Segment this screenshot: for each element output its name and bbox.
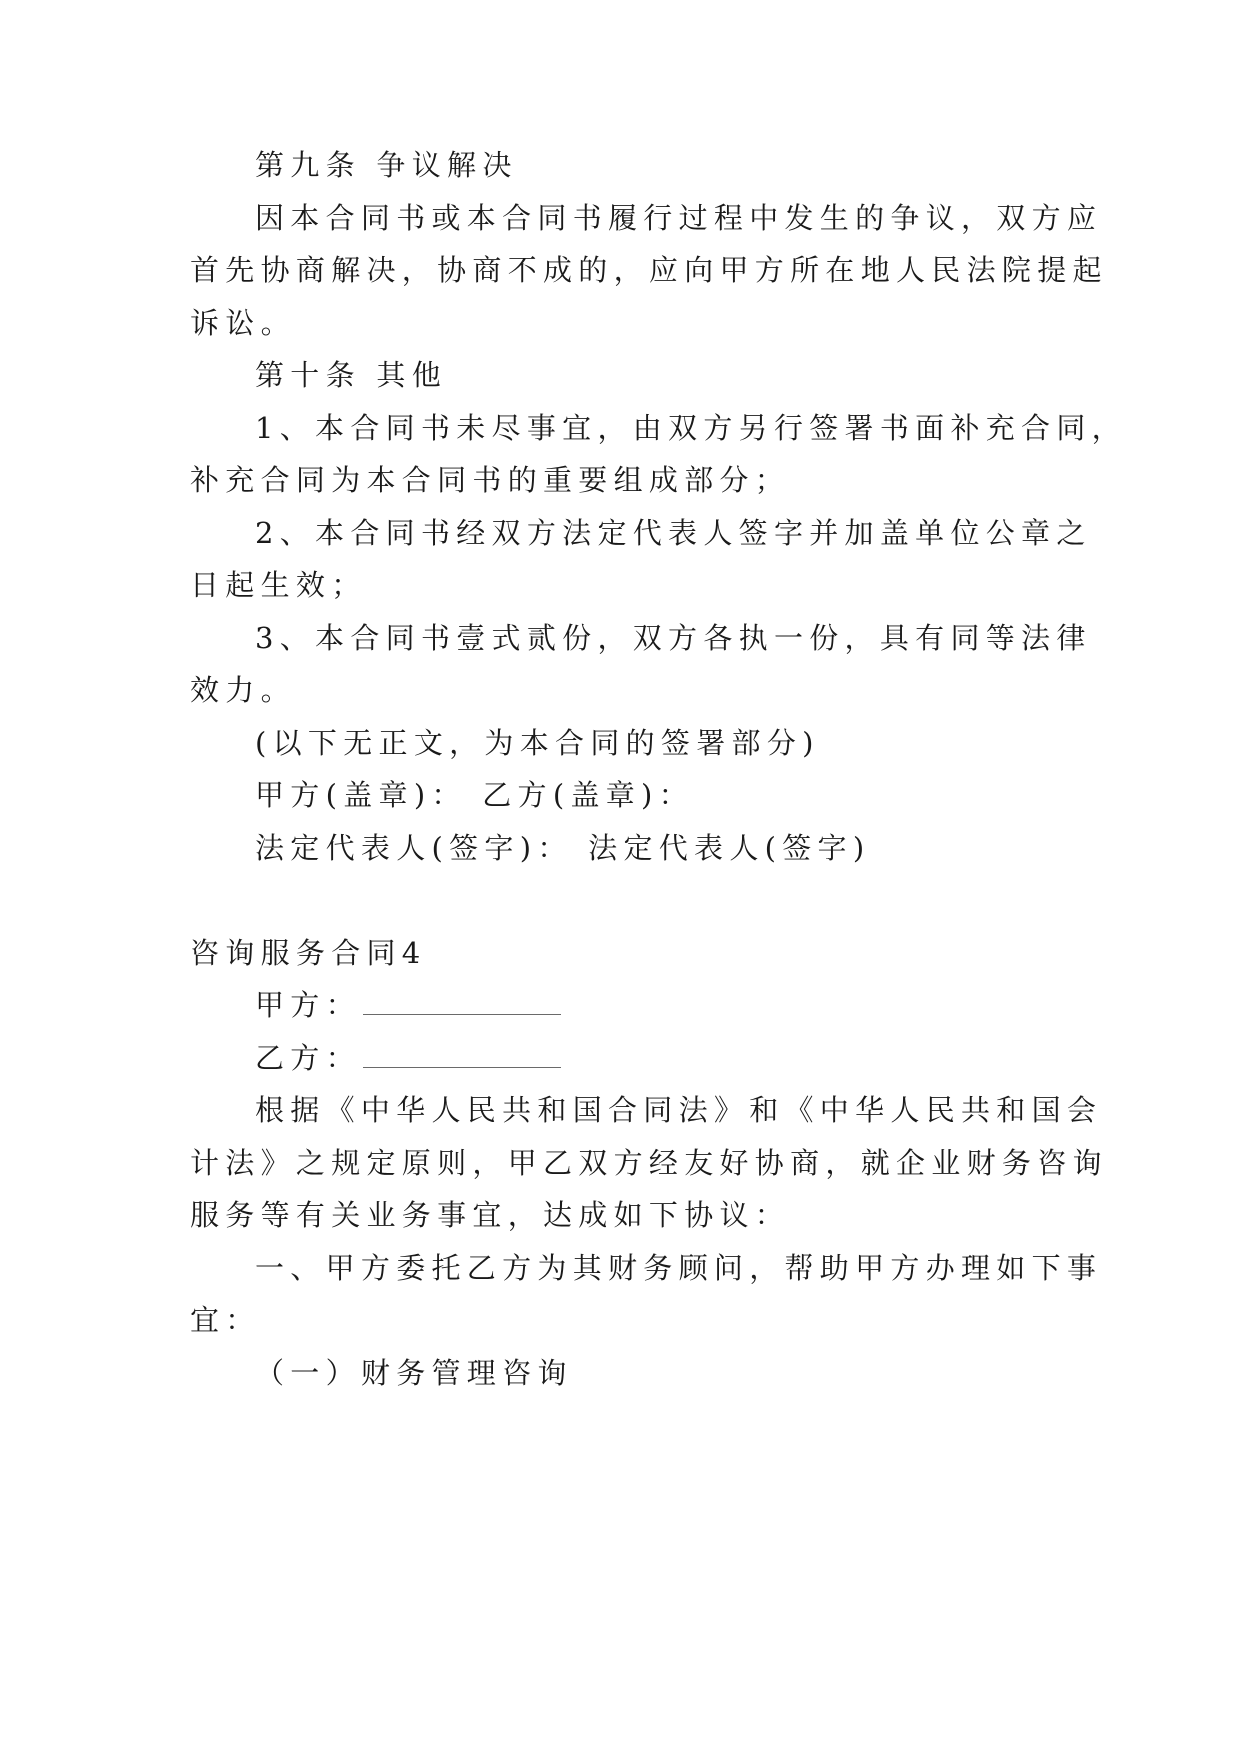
preamble-line-3: 服务等有关业务事宜，达成如下协议： <box>190 1198 791 1232</box>
party-a-row <box>255 985 561 1025</box>
party-b-label: 乙方： <box>255 1041 361 1075</box>
signature-seals: 甲方(盖章)： 乙方(盖章)： <box>255 778 694 812</box>
item1-heading: （一）财务管理咨询 <box>255 1356 573 1390</box>
article10-line-5: 3、本合同书壹式贰份，双方各执一份，具有同等法律 <box>255 621 1092 655</box>
contract4-title: 咨询服务合同4 <box>190 936 427 970</box>
preamble-line-1: 根据《中华人民共和国合同法》和《中华人民共和国会 <box>255 1093 1103 1127</box>
article10-line-1: 1、本合同书未尽事宜，由双方另行签署书面补充合同， <box>255 411 1127 445</box>
article10-line-2: 补充合同为本合同书的重要组成部分； <box>190 463 791 497</box>
signature-reps: 法定代表人(签字)： 法定代表人(签字) <box>255 831 871 865</box>
article9-line-2: 首先协商解决，协商不成的，应向甲方所在地人民法院提起 <box>190 253 1108 287</box>
article9-line-1: 因本合同书或本合同书履行过程中发生的争议，双方应 <box>255 201 1103 235</box>
party-a-label: 甲方： <box>255 988 361 1022</box>
article10-heading: 第十条 其他 <box>255 358 448 392</box>
article10-line-3: 2、本合同书经双方法定代表人签字并加盖单位公章之 <box>255 516 1092 550</box>
article10-line-4: 日起生效； <box>190 568 367 602</box>
article10-line-6: 效力。 <box>190 673 296 707</box>
clause1-line-1: 一、甲方委托乙方为其财务顾问，帮助甲方办理如下事 <box>255 1251 1103 1285</box>
article9-heading: 第九条 争议解决 <box>255 148 518 182</box>
party-a-blank <box>363 988 561 1015</box>
party-b-row <box>255 1038 561 1078</box>
clause1-line-2: 宜： <box>190 1303 261 1337</box>
article9-line-3: 诉讼。 <box>190 306 296 340</box>
party-b-blank <box>363 1041 561 1068</box>
preamble-line-2: 计法》之规定原则，甲乙双方经友好协商，就企业财务咨询 <box>190 1146 1108 1180</box>
signature-note: (以下无正文，为本合同的签署部分) <box>255 726 820 760</box>
